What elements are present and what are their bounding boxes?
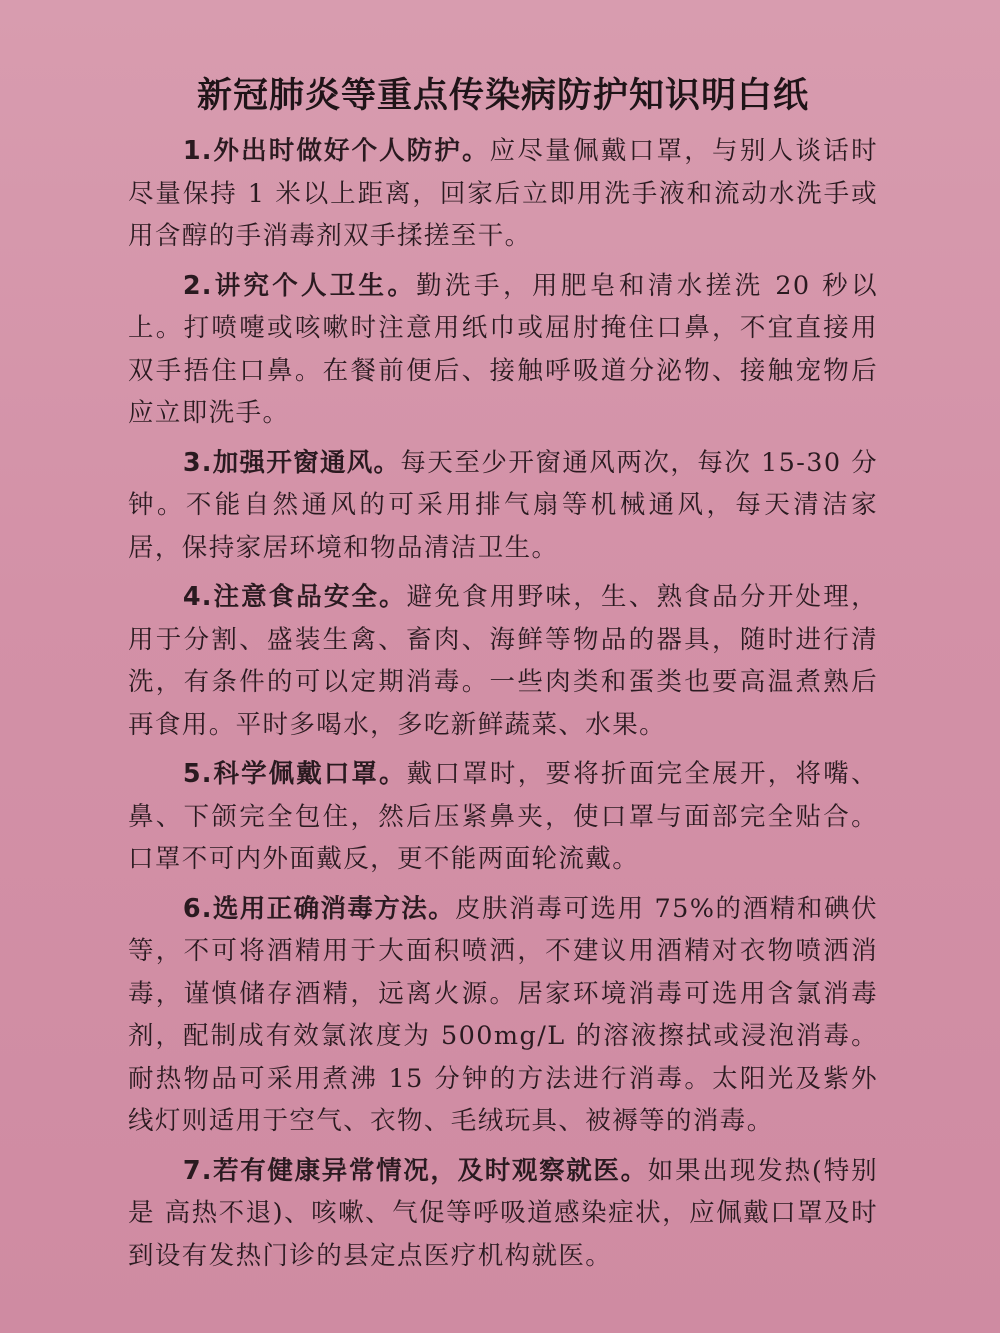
document-title: 新冠肺炎等重点传染病防护知识明白纸 xyxy=(196,76,809,116)
item-lead: 2.讲究个人卫生。 xyxy=(182,270,417,301)
item-body: 皮肤消毒可选用 75%的酒精和碘伏等，不可将酒精用于大面积喷洒，不建议用酒精对衣物喷洒消毒，谨慎储存酒精，远离火源。居家环境消毒可选用含氯消毒剂，配制成有效氯浓度为 500mg/L 的溶液擦拭或浸泡消毒。耐热物品可采用煮沸 15 分钟的方法进行消毒。太阳光及紫外线灯则适用于空气、衣物、毛绒玩具、被褥等的消毒。 xyxy=(128,893,878,1136)
list-item xyxy=(128,265,878,435)
list-item xyxy=(128,442,878,570)
item-lead: 5.科学佩戴口罩。 xyxy=(182,759,407,789)
list-item xyxy=(128,1150,878,1278)
item-body: 勤洗手，用肥皂和清水搓洗 20 秒以上。打喷嚏或咳嗽时注意用纸巾或屈肘掩住口鼻，不宜直接用双手捂住口鼻。在餐前便后、接触呼吸道分泌物、接触宠物后应立即洗手。 xyxy=(128,270,878,428)
item-lead: 7.若有健康异常情况，及时观察就医。 xyxy=(182,1155,648,1186)
item-body: 应尽量佩戴口罩，与别人谈话时尽量保持 1 米以上距离，回家后立即用洗手液和流动水洗手或用含醇的手消毒剂双手揉搓至干。 xyxy=(128,136,878,251)
list-item xyxy=(128,753,878,881)
item-body: 戴口罩时，要将折面完全展开，将嘴、鼻、下颌完全包住，然后压紧鼻夹，使口罩与面部完全贴合。口罩不可内外面戴反，更不能两面轮流戴。 xyxy=(128,759,878,874)
item-body: 避免食用野味，生、熟食品分开处理，用于分割、盛装生禽、畜肉、海鲜等物品的器具，随时进行清洗，有条件的可以定期消毒。一些肉类和蛋类也要高温煮熟后再食用。平时多喝水，多吃新鲜蔬菜、水果。 xyxy=(128,582,878,740)
item-lead: 3.加强开窗通风。 xyxy=(182,447,401,478)
list-item xyxy=(128,576,878,746)
item-lead: 6.选用正确消毒方法。 xyxy=(182,893,456,924)
list-item xyxy=(128,130,878,258)
item-body: 如果出现发热(特别是 高热不退)、咳嗽、气促等呼吸道感染症状，应佩戴口罩及时到设有发热门诊的县定点医疗机构就医。 xyxy=(128,1155,878,1271)
list-item xyxy=(128,888,878,1143)
item-lead: 4.注意食品安全。 xyxy=(182,582,407,612)
item-body: 每天至少开窗通风两次，每次 15-30 分钟。不能自然通风的可采用排气扇等机械通风，每天清洁家居，保持家居环境和物品清洁卫生。 xyxy=(128,447,879,563)
item-lead: 1.外出时做好个人防护。 xyxy=(182,136,490,166)
